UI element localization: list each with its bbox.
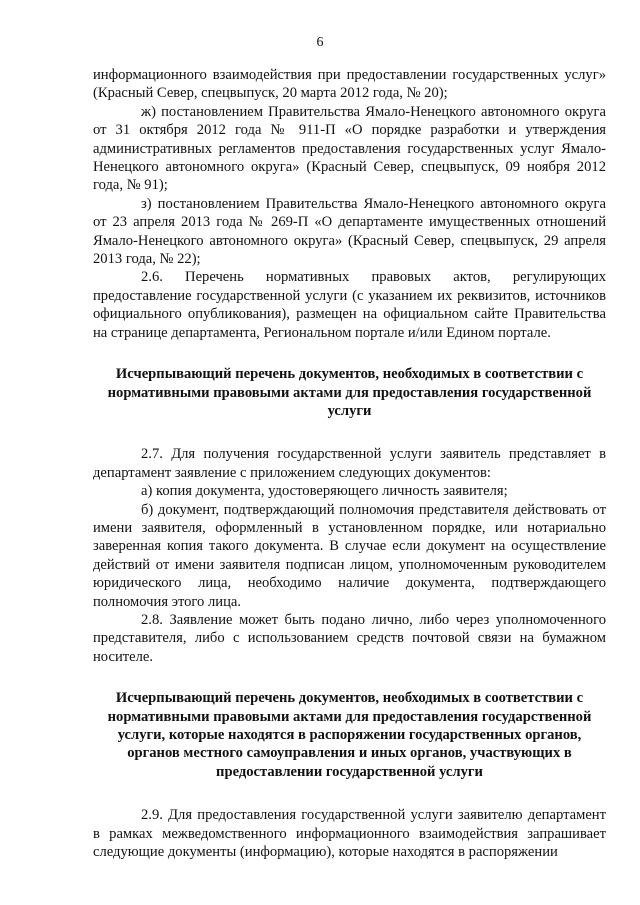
section-top (93, 66, 606, 342)
section-bottom (93, 806, 606, 861)
paragraph: з) постановлением Правительства Ямало-Ненецкого автономного округа от 23 апреля 2013 года № 269-П «О департаменте имущественных отношений Ямало-Ненецкого автономного округа» (Красный Север, спецвыпуск, 29 апреля 2013 года, № 22); (93, 195, 606, 268)
paragraph: а) копия документа, удостоверяющего личность заявителя; (141, 483, 508, 500)
paragraph: информационного взаимодействия при предоставлении государственных услуг» (Красный Север, спецвыпуск, 20 марта 2012 года, № 20); (93, 67, 606, 102)
paragraph: 2.6. Перечень нормативных правовых актов, регулирующих предоставление государственной услуги (с указанием их реквизитов, источников официального опубликования), размещен на официальном сайте Правительства на странице департамента, Региональном портале и/или Едином портале. (93, 269, 606, 341)
section-heading: Исчерпывающий перечень документов, необходимых в соответствии с нормативными правовыми актами для предоставления государственной услуги (107, 366, 592, 419)
section-mid (93, 445, 606, 666)
section-heading: Исчерпывающий перечень документов, необходимых в соответствии с нормативными правовыми актами для предоставления государственной услуги, которые находятся в распоряжении государственных органов, органов местного самоуправления и иных органов, участвующих в предоставлении государственной услуги (107, 690, 592, 780)
document-body (93, 66, 606, 861)
paragraph: ж) постановлением Правительства Ямало-Ненецкого автономного округа от 31 октября 2012 года № 911-П «О порядке разработки и утверждения административных регламентов предоставления государственных услуг Ямало-Ненецкого автономного округа» (Красный Север, спецвыпуск, 09 ноября 2012 года, № 91); (93, 103, 606, 194)
page-number: 6 (316, 35, 324, 50)
paragraph: б) документ, подтверждающий полномочия представителя действовать от имени заявителя, оформленный в установленном порядке, или нотариально заверенная копия такого документа. В случае если документ на осуществление действий от имени заявителя подписан лицом, уполномоченным руководителем юридического лица, необходимо наличие документа, подтверждающего полномочия этого лица. (93, 501, 606, 610)
paragraph: 2.7. Для получения государственной услуги заявитель представляет в департамент заявление с приложением следующих документов: (93, 446, 606, 481)
paragraph: 2.8. Заявление может быть подано лично, либо через уполномоченного представителя, либо с использованием средств почтовой связи на бумажном носителе. (93, 611, 606, 665)
paragraph: 2.9. Для предоставления государственной услуги заявителю департамент в рамках межведомственного информационного взаимодействия запрашивает следующие документы (информацию), которые находятся в распоряжении (93, 807, 606, 861)
